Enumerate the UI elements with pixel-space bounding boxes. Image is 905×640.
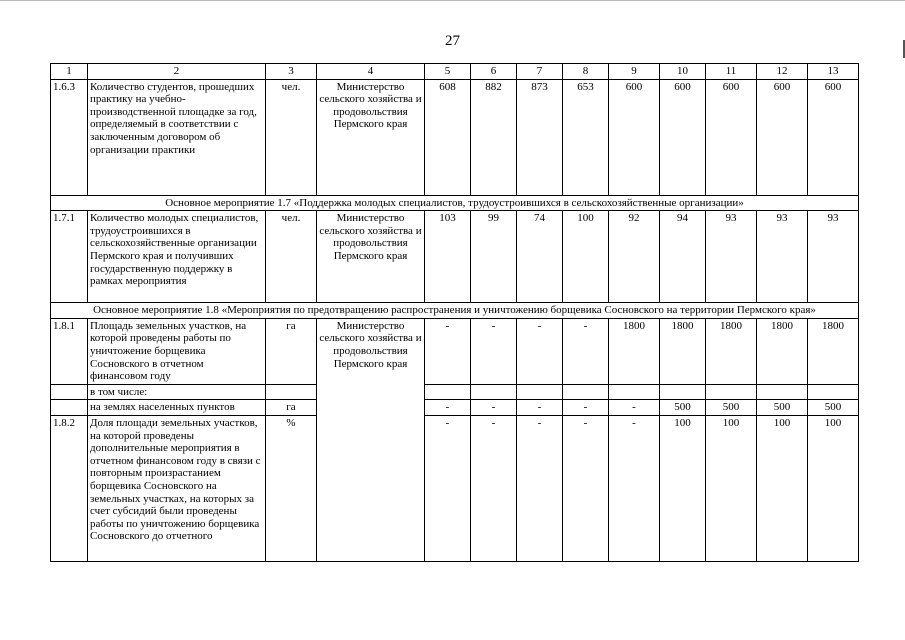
section-title: Основное мероприятие 1.8 «Мероприятия по предотвращению распространения и уничтожению борщевика Сосновского на территории Пермского края» xyxy=(51,303,859,319)
value-cell: - xyxy=(517,400,563,416)
unit-cell: чел. xyxy=(266,211,317,303)
header-cell: 1 xyxy=(51,64,88,80)
value-cell: 74 xyxy=(517,211,563,303)
value-cell: 873 xyxy=(517,79,563,195)
unit-cell: га xyxy=(266,318,317,384)
value-cell: - xyxy=(425,318,471,384)
value-cell: 500 xyxy=(660,400,706,416)
value-cell: - xyxy=(609,415,660,561)
value-cell xyxy=(808,384,859,400)
header-cell: 13 xyxy=(808,64,859,80)
indicator-name: на землях населенных пунктов xyxy=(88,400,266,416)
value-cell: - xyxy=(563,318,609,384)
table-row-including xyxy=(51,384,859,400)
indicators-table xyxy=(50,63,859,562)
value-cell: 600 xyxy=(609,79,660,195)
value-cell: - xyxy=(609,400,660,416)
row-number: 1.8.1 xyxy=(51,318,88,384)
section-row-1-7 xyxy=(51,195,859,211)
header-cell: 7 xyxy=(517,64,563,80)
indicator-name: Количество студентов, прошедших практику на учебно-производственной площадке за год, определяемый в соответствии с заключенным договором об организации практики xyxy=(88,79,266,195)
value-cell: - xyxy=(563,415,609,561)
unit-cell: га xyxy=(266,400,317,416)
indicator-name: в том числе: xyxy=(88,384,266,400)
value-cell xyxy=(706,384,757,400)
row-number: 1.6.3 xyxy=(51,79,88,195)
unit-cell: % xyxy=(266,415,317,561)
value-cell: - xyxy=(425,415,471,561)
section-title: Основное мероприятие 1.7 «Поддержка молодых специалистов, трудоустроившихся в сельскохозяйственные организации» xyxy=(51,195,859,211)
page-number: 27 xyxy=(445,33,460,49)
value-cell: 93 xyxy=(757,211,808,303)
value-cell: 500 xyxy=(808,400,859,416)
value-cell: 1800 xyxy=(757,318,808,384)
value-cell: 600 xyxy=(757,79,808,195)
scan-top-edge xyxy=(0,0,905,1)
responsible-cell: Министерство сельского хозяйства и продовольствия Пермского края xyxy=(317,79,425,195)
value-cell: - xyxy=(517,318,563,384)
value-cell: 94 xyxy=(660,211,706,303)
header-cell: 8 xyxy=(563,64,609,80)
value-cell: 653 xyxy=(563,79,609,195)
value-cell: 93 xyxy=(706,211,757,303)
value-cell: - xyxy=(563,400,609,416)
value-cell: 99 xyxy=(471,211,517,303)
value-cell: 103 xyxy=(425,211,471,303)
value-cell xyxy=(563,384,609,400)
value-cell: - xyxy=(471,400,517,416)
header-cell: 4 xyxy=(317,64,425,80)
value-cell xyxy=(660,384,706,400)
value-cell: 1800 xyxy=(808,318,859,384)
value-cell: - xyxy=(471,318,517,384)
header-cell: 10 xyxy=(660,64,706,80)
value-cell: 600 xyxy=(808,79,859,195)
table-row-1-6-3 xyxy=(51,79,859,195)
value-cell: 100 xyxy=(706,415,757,561)
table-row-settlements xyxy=(51,400,859,416)
row-number xyxy=(51,384,88,400)
value-cell: 92 xyxy=(609,211,660,303)
value-cell xyxy=(609,384,660,400)
value-cell: 500 xyxy=(706,400,757,416)
section-row-1-8 xyxy=(51,303,859,319)
value-cell: 600 xyxy=(660,79,706,195)
header-cell: 3 xyxy=(266,64,317,80)
table-row-1-8-1 xyxy=(51,318,859,384)
indicator-name: Количество молодых специалистов, трудоустроившихся в сельскохозяйственные организации Пермского края и получивших государственную поддержку в рамках мероприятия xyxy=(88,211,266,303)
value-cell: 100 xyxy=(660,415,706,561)
unit-cell xyxy=(266,384,317,400)
value-cell xyxy=(471,384,517,400)
table-row-1-7-1 xyxy=(51,211,859,303)
value-cell xyxy=(757,384,808,400)
header-cell: 9 xyxy=(609,64,660,80)
table-row-1-8-2 xyxy=(51,415,859,561)
value-cell: 882 xyxy=(471,79,517,195)
value-cell: 100 xyxy=(757,415,808,561)
header-cell: 6 xyxy=(471,64,517,80)
value-cell: - xyxy=(425,400,471,416)
value-cell: 100 xyxy=(563,211,609,303)
value-cell xyxy=(425,384,471,400)
value-cell: - xyxy=(471,415,517,561)
header-row xyxy=(51,64,859,80)
value-cell: 100 xyxy=(808,415,859,561)
responsible-cell: Министерство сельского хозяйства и продовольствия Пермского края xyxy=(317,211,425,303)
header-cell: 2 xyxy=(88,64,266,80)
value-cell: 600 xyxy=(706,79,757,195)
unit-cell: чел. xyxy=(266,79,317,195)
row-number xyxy=(51,400,88,416)
responsible-cell: Министерство сельского хозяйства и продовольствия Пермского края xyxy=(317,318,425,561)
value-cell xyxy=(517,384,563,400)
header-cell: 12 xyxy=(757,64,808,80)
row-number: 1.7.1 xyxy=(51,211,88,303)
indicator-name: Доля площади земельных участков, на которой проведены дополнительные мероприятия в отчетном финансовом году в связи с повторным произрастанием борщевика Сосновского на земельных участках, на которых за счет субсидий были проведены работы по уничтожению борщевика Сосновского до отчетного xyxy=(88,415,266,561)
header-cell: 5 xyxy=(425,64,471,80)
value-cell: 93 xyxy=(808,211,859,303)
value-cell: 1800 xyxy=(706,318,757,384)
value-cell: 500 xyxy=(757,400,808,416)
header-cell: 11 xyxy=(706,64,757,80)
value-cell: 1800 xyxy=(609,318,660,384)
indicator-name: Площадь земельных участков, на которой проведены работы по уничтожение борщевика Сосновского в отчетном финансовом году xyxy=(88,318,266,384)
value-cell: 1800 xyxy=(660,318,706,384)
row-number: 1.8.2 xyxy=(51,415,88,561)
value-cell: - xyxy=(517,415,563,561)
value-cell: 608 xyxy=(425,79,471,195)
